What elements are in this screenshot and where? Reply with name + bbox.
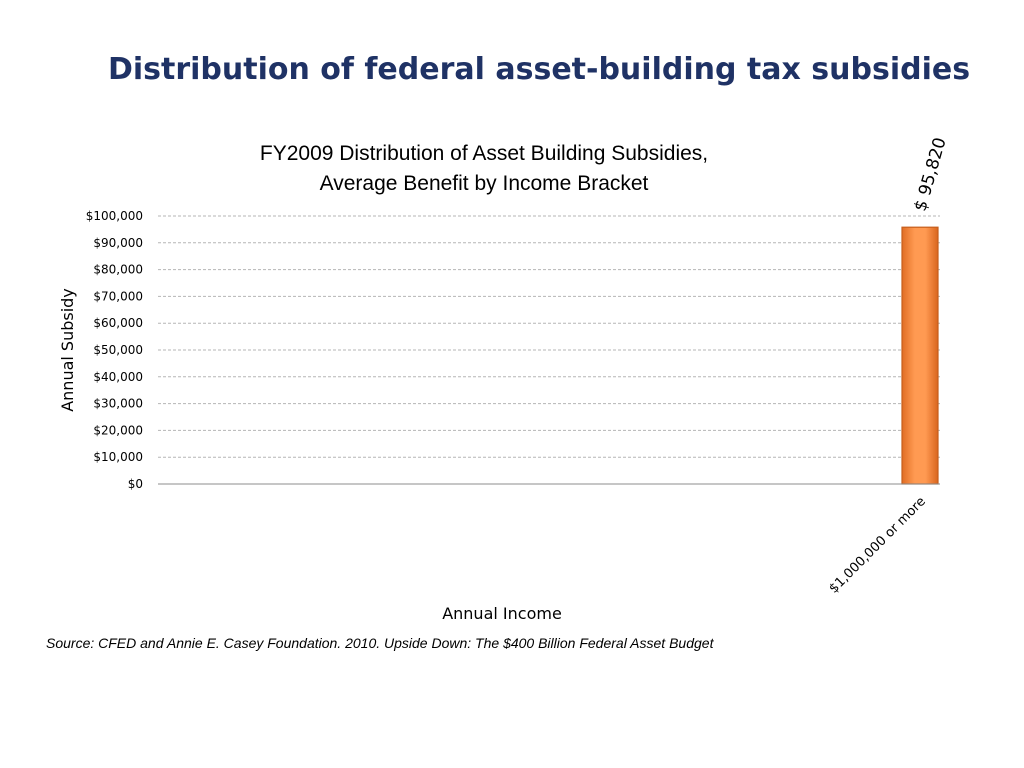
chart-title-line-1: FY2009 Distribution of Asset Building Subsidies, [259, 142, 709, 165]
y-tick-label: $100,000 [85, 209, 143, 223]
y-tick-label: $90,000 [93, 235, 143, 250]
y-tick-label: $30,000 [93, 396, 143, 411]
y-tick-label: $40,000 [93, 369, 143, 384]
y-axis-title: Annual Subsidy [58, 288, 77, 412]
bar [902, 227, 938, 484]
y-tick-label: $50,000 [93, 343, 143, 357]
x-axis-categories [827, 494, 929, 596]
y-tick-label: $80,000 [93, 262, 143, 277]
x-axis-title: Annual Income [442, 604, 562, 623]
bar-data-label: $ 95,820 [910, 135, 951, 214]
y-axis-ticks [86, 209, 143, 491]
y-tick-label: $10,000 [93, 450, 143, 465]
x-category-label: $1,000,000 or more [826, 494, 929, 597]
y-tick-label: $60,000 [93, 316, 143, 331]
gridlines [158, 216, 940, 457]
y-tick-label: $70,000 [93, 289, 143, 304]
y-tick-label: $20,000 [93, 423, 143, 438]
y-tick-label: $0 [127, 477, 143, 491]
bars [902, 135, 951, 484]
source-note: Source: CFED and Annie E. Casey Foundation. 2010. Upside Down: The $400 Billion Federal Asset Budget [46, 635, 714, 651]
slide-title: Distribution of federal asset-building tax subsidies [107, 52, 971, 87]
chart-title-line-2: Average Benefit by Income Bracket [319, 172, 649, 195]
